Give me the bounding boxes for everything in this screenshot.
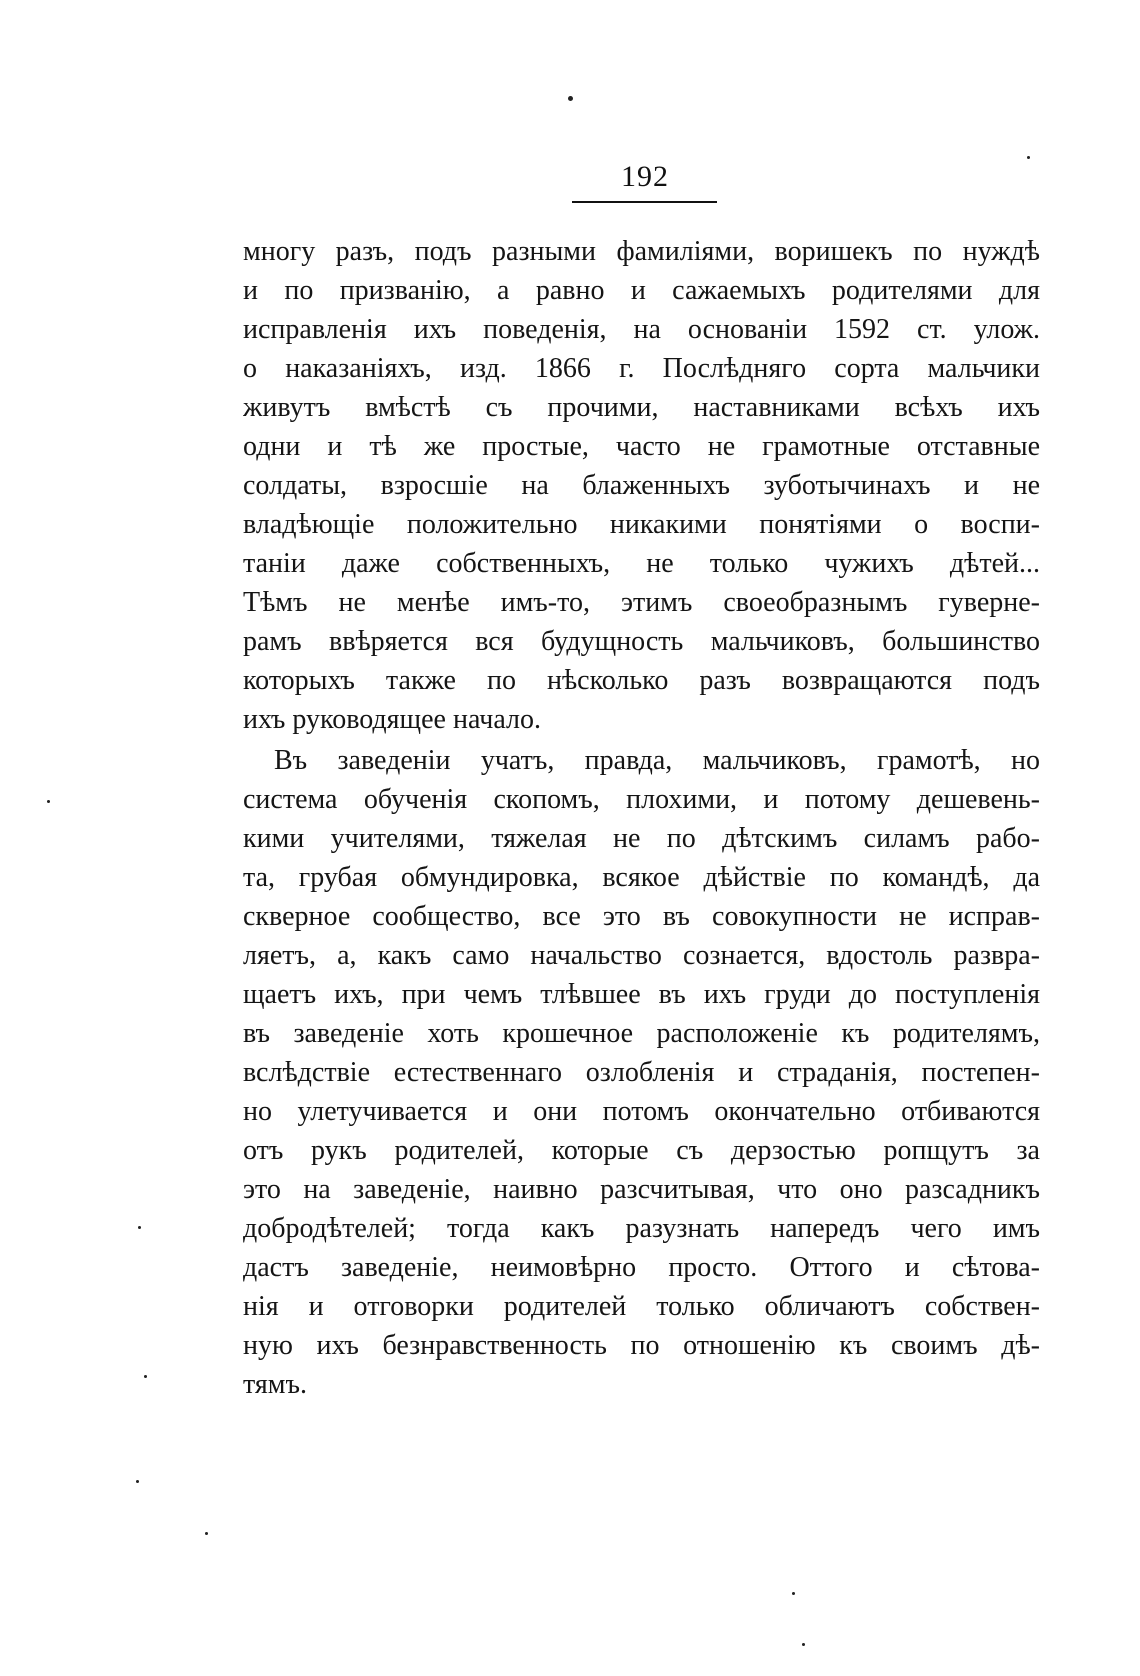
text-line: тямъ.	[243, 1369, 307, 1400]
text-line: одни и тѣ же простые, часто не грамотные отставные	[243, 431, 1040, 462]
page-number-rule	[572, 201, 717, 203]
text-line: та, грубая обмундировка, всякое дѣйствіе по командѣ, да	[243, 862, 1040, 893]
text-line: вслѣдствіе естественнаго озлобленія и страданія, постепен-	[243, 1057, 1040, 1088]
text-line: солдаты, взросшіе на блаженныхъ зуботычинахъ и не	[243, 470, 1040, 501]
scan-speck	[136, 1480, 139, 1483]
text-line: нія и отговорки родителей только обличаютъ собствен-	[243, 1291, 1040, 1322]
text-line: живутъ вмѣстѣ съ прочими, наставниками всѣхъ ихъ	[243, 392, 1040, 423]
body-text	[243, 232, 1040, 1404]
text-line: и по призванію, а равно и сажаемыхъ родителями для	[243, 275, 1040, 306]
text-line: щаетъ ихъ, при чемъ тлѣвшее въ ихъ груди до поступленія	[243, 979, 1040, 1010]
paragraph-2	[243, 741, 1040, 1404]
text-line: рамъ ввѣряется вся будущность мальчиковъ, большинство	[243, 626, 1040, 657]
scan-speck	[144, 1375, 147, 1378]
text-line: исправленія ихъ поведенія, на основаніи 1592 ст. улож.	[243, 314, 1040, 345]
scan-speck	[205, 1532, 208, 1535]
scan-speck	[792, 1592, 795, 1595]
scan-speck	[138, 1226, 141, 1229]
text-line: ихъ руководящее начало.	[243, 704, 541, 735]
text-line: это на заведеніе, наивно разсчитывая, что оно разсадникъ	[243, 1174, 1040, 1205]
text-line: ляетъ, а, какъ само начальство сознается, вдостоль развра-	[243, 940, 1040, 971]
text-line: о наказаніяхъ, изд. 1866 г. Послѣдняго сорта мальчики	[243, 353, 1040, 384]
paragraph-1	[243, 232, 1040, 739]
text-line: скверное сообщество, все это въ совокупности не исправ-	[243, 901, 1040, 932]
scan-speck	[47, 800, 50, 803]
text-line: многу разъ, подъ разными фамиліями, воришекъ по нуждѣ	[243, 236, 1040, 267]
text-line: которыхъ также по нѣсколько разъ возвращаются подъ	[243, 665, 1040, 696]
text-line: въ заведеніе хоть крошечное расположеніе къ родителямъ,	[243, 1018, 1040, 1049]
text-line: дастъ заведеніе, неимовѣрно просто. Оттого и сѣтова-	[243, 1252, 1040, 1283]
text-line: ную ихъ безнравственность по отношенію къ своимъ дѣ-	[243, 1330, 1040, 1361]
text-line: таніи даже собственныхъ, не только чужихъ дѣтей...	[243, 548, 1040, 579]
text-line: добродѣтелей; тогда какъ разузнать напередъ чего имъ	[243, 1213, 1040, 1244]
text-line: Въ заведеніи учатъ, правда, мальчиковъ, грамотѣ, но	[274, 745, 1040, 776]
text-line: Тѣмъ не менѣе имъ-то, этимъ своеобразнымъ гуверне-	[243, 587, 1040, 618]
scan-speck	[802, 1643, 805, 1646]
text-line: владѣющіе положительно никакими понятіями о воспи-	[243, 509, 1040, 540]
text-line: кими учителями, тяжелая не по дѣтскимъ силамъ рабо-	[243, 823, 1040, 854]
scan-speck	[1027, 156, 1030, 159]
text-line: но улетучивается и они потомъ окончательно отбиваются	[243, 1096, 1040, 1127]
text-line: система обученія скопомъ, плохими, и потому дешевень-	[243, 784, 1040, 815]
scan-speck	[568, 96, 573, 101]
page-number: 192	[621, 160, 669, 193]
text-line: отъ рукъ родителей, которые съ дерзостью ропщутъ за	[243, 1135, 1040, 1166]
